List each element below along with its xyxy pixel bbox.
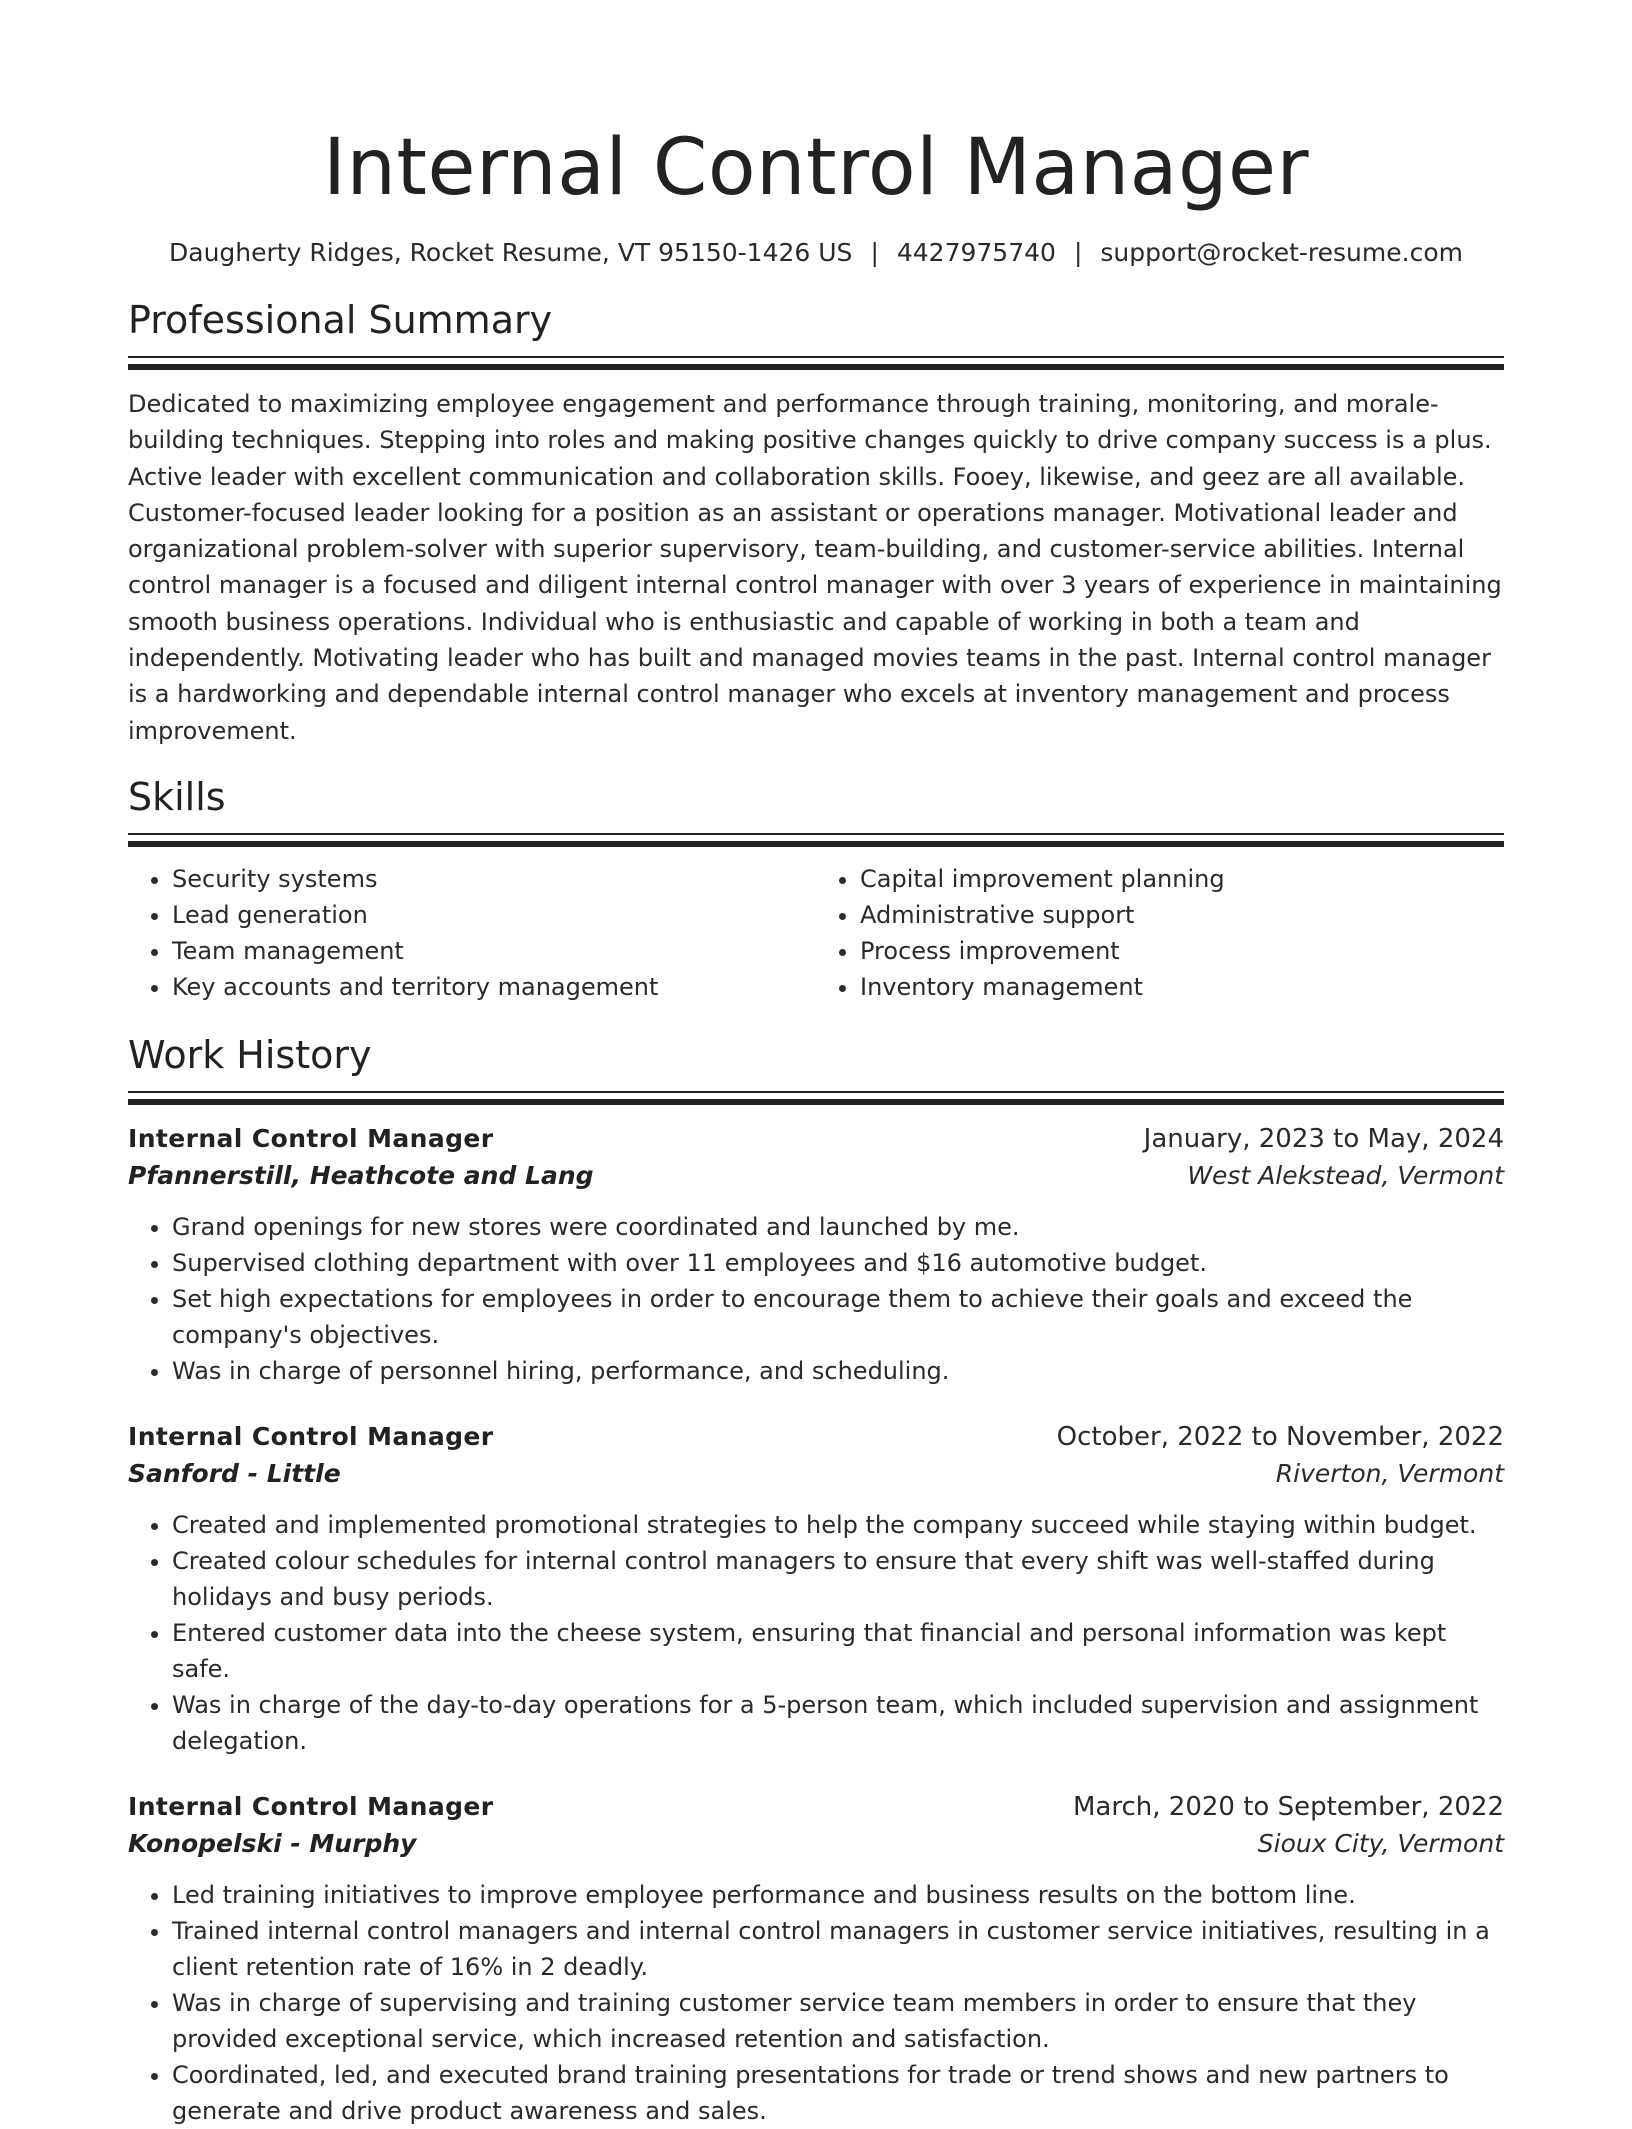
summary-section	[128, 296, 1504, 749]
resume-name: Internal Control Manager	[322, 123, 1310, 213]
job-company: Sanford - Little	[128, 1458, 341, 1488]
skills-list-right	[816, 861, 1504, 1005]
skill-item: • Team management	[172, 933, 816, 969]
skills-section	[128, 773, 1504, 1005]
section-rule	[128, 1091, 1504, 1093]
job-location: West Alekstead, Vermont	[1187, 1160, 1504, 1190]
contact-phone: 4427975740	[896, 238, 1056, 267]
job-entry	[128, 1121, 1504, 1389]
job-header	[128, 1419, 1504, 1455]
job-subheader	[128, 1825, 1504, 1863]
work-heading: Work History	[128, 1032, 372, 1077]
contact-line	[128, 236, 1504, 270]
skill-item: • Security systems	[172, 861, 816, 897]
skill-item: • Administrative support	[860, 897, 1504, 933]
job-title: Internal Control Manager	[128, 1123, 494, 1153]
job-dates: January, 2023 to May, 2024	[1143, 1123, 1504, 1154]
job-location: Riverton, Vermont	[1275, 1458, 1504, 1488]
job-bullet: • Trained internal control managers and internal control managers in customer service initiatives, resulting in a client retention rate of 16% in 2 deadly.	[172, 1913, 1504, 1985]
job-location: Sioux City, Vermont	[1257, 1828, 1504, 1858]
summary-heading: Professional Summary	[128, 298, 553, 342]
skills-heading: Skills	[128, 774, 226, 819]
skill-item: • Key accounts and territory management	[172, 969, 816, 1005]
job-bullets	[128, 1209, 1504, 1389]
skill-item: • Lead generation	[172, 897, 816, 933]
job-bullet: • Entered customer data into the cheese system, ensuring that financial and personal information was kept safe.	[172, 1615, 1504, 1687]
skill-item: • Process improvement	[860, 933, 1504, 969]
section-rule-thick	[128, 1099, 1504, 1105]
contact-address: Daugherty Ridges, Rocket Resume, VT 95150-1426 US	[169, 238, 853, 267]
job-bullet: • Supervised clothing department with over 11 employees and $16 automotive budget.	[172, 1245, 1504, 1281]
job-entry	[128, 1419, 1504, 1759]
work-section	[128, 1031, 1504, 2129]
job-company: Pfannerstill, Heathcote and Lang	[128, 1160, 594, 1190]
job-dates: October, 2022 to November, 2022	[1056, 1421, 1504, 1452]
section-rule-thick	[128, 364, 1504, 370]
skill-item: • Inventory management	[860, 969, 1504, 1005]
skills-list-left	[128, 861, 816, 1005]
job-bullets	[128, 1507, 1504, 1759]
job-title: Internal Control Manager	[128, 1421, 494, 1451]
job-bullet: • Led training initiatives to improve employee performance and business results on the bottom line.	[172, 1877, 1504, 1913]
job-bullets	[128, 1877, 1504, 2129]
job-header	[128, 1121, 1504, 1157]
contact-separator: |	[870, 238, 879, 267]
job-bullet: • Coordinated, led, and executed brand training presentations for trade or trend shows and new partners to generate and drive product awareness and sales.	[172, 2057, 1504, 2129]
job-bullet: • Created and implemented promotional strategies to help the company succeed while staying within budget.	[172, 1507, 1504, 1543]
job-subheader	[128, 1157, 1504, 1195]
resume-page	[128, 0, 1504, 2129]
skill-item: • Capital improvement planning	[860, 861, 1504, 897]
job-title: Internal Control Manager	[128, 1791, 494, 1821]
job-bullet: • Grand openings for new stores were coordinated and launched by me.	[172, 1209, 1504, 1245]
job-company: Konopelski - Murphy	[128, 1828, 417, 1858]
section-rule-thick	[128, 841, 1504, 847]
job-bullet: • Was in charge of supervising and training customer service team members in order to ensure that they provided exceptional service, which increased retention and satisfaction.	[172, 1985, 1504, 2057]
section-rule	[128, 833, 1504, 835]
summary-text: Dedicated to maximizing employee engagement and performance through training, monitoring, and morale-building techniques. Stepping into roles and making positive changes quickly to drive company success is a plus. Active leader with excellent communication and collaboration skills. Fooey, likewise, and geez are all available. Customer-focused leader looking for a position as an assistant or operations manager. Motivational leader and organizational problem-solver with superior supervisory, team-building, and customer-service abilities. Internal control manager is a focused and diligent internal control manager with over 3 years of experience in maintaining smooth business operations. Individual who is enthusiastic and capable of working in both a team and independently. Motivating leader who has built and managed movies teams in the past. Internal control manager is a hardworking and dependable internal control manager who excels at inventory management and process improvement.	[128, 390, 1502, 745]
job-bullet: • Set high expectations for employees in order to encourage them to achieve their goals and exceed the company's objectives.	[172, 1281, 1504, 1353]
job-entry	[128, 1789, 1504, 2129]
job-bullet: • Created colour schedules for internal control managers to ensure that every shift was well-staffed during holidays and busy periods.	[172, 1543, 1504, 1615]
job-header	[128, 1789, 1504, 1825]
job-bullet: • Was in charge of the day-to-day operations for a 5-person team, which included supervision and assignment delegation.	[172, 1687, 1504, 1759]
contact-separator: |	[1073, 238, 1083, 267]
job-subheader	[128, 1455, 1504, 1493]
contact-email: support@rocket-resume.com	[1100, 238, 1463, 267]
job-bullet: • Was in charge of personnel hiring, performance, and scheduling.	[172, 1353, 1504, 1389]
job-dates: March, 2020 to September, 2022	[1073, 1791, 1504, 1822]
section-rule	[128, 356, 1504, 358]
skills-columns	[128, 861, 1504, 1005]
